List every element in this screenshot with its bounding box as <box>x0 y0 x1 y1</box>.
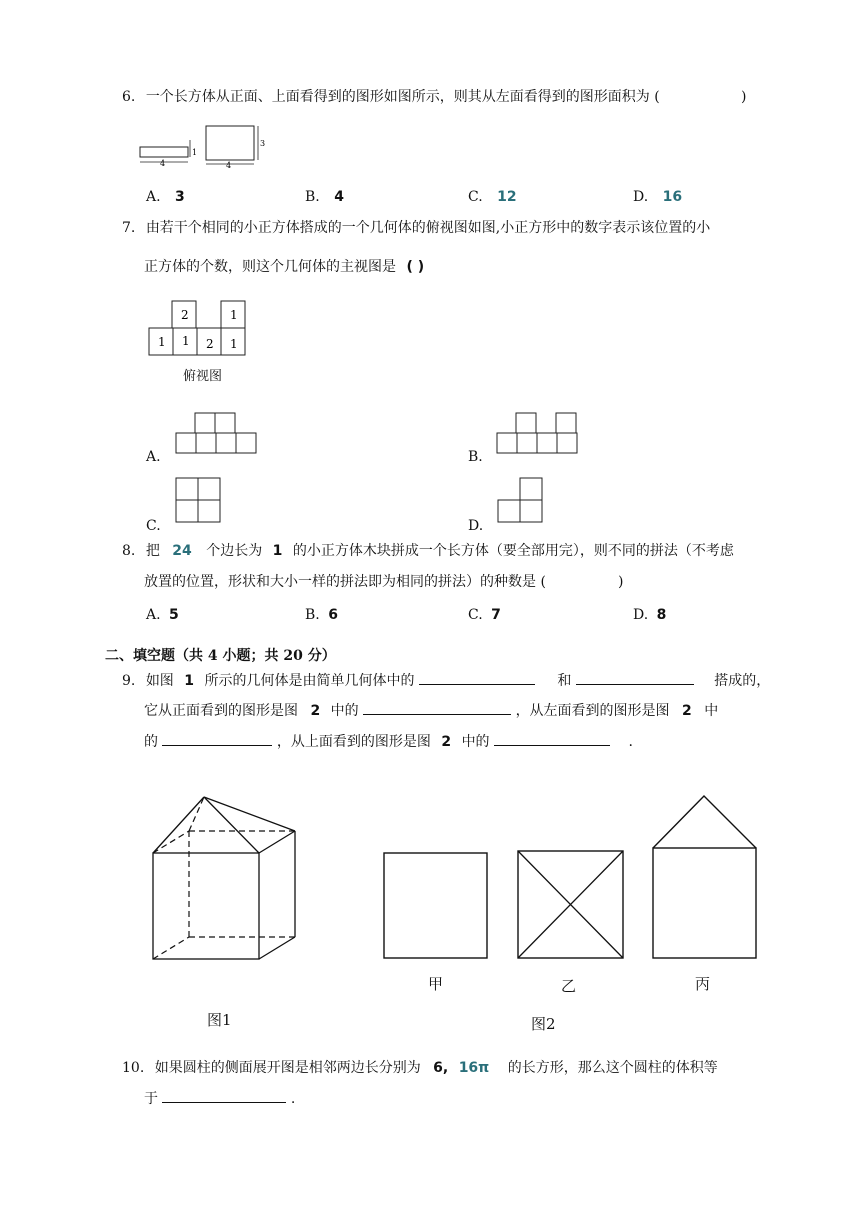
q6-paren-close: ) <box>741 89 747 105</box>
q7-option-d-figure[interactable] <box>497 477 547 523</box>
q9-blank-5[interactable] <box>494 731 610 746</box>
q9-figure-2-caption: 图2 <box>531 1015 556 1033</box>
q9-figure-2-view-yi <box>517 850 625 960</box>
q9-blank-1[interactable] <box>419 670 535 685</box>
q9-figure-2-view-bing <box>651 794 759 960</box>
svg-text:1: 1 <box>230 308 238 322</box>
q6-top-width-label: 4 <box>226 161 232 170</box>
svg-text:2: 2 <box>181 308 189 322</box>
q9-figure-2-view-jia <box>383 852 489 960</box>
q6-stem <box>122 87 660 107</box>
q8-paren-close: ) <box>618 574 624 590</box>
q6-option-c[interactable]: C. 12 <box>468 189 517 205</box>
q6-top-view-figure <box>204 124 274 174</box>
q6-number: 6. <box>122 89 136 105</box>
q7-grid-caption: 俯视图 <box>183 369 223 384</box>
q8-option-c[interactable]: C. 7 <box>468 607 501 623</box>
q6-front-height-label: 1 <box>192 148 198 157</box>
q7-stem-line2: 正方体的个数，则这个几何体的主视图是 ( ) <box>144 259 425 275</box>
q6-text: 一个长方体从正面、上面看得到的图形如图所示，则其从左面看得到的图形面积为 ( <box>145 89 660 105</box>
q9-blank-4[interactable] <box>162 731 272 746</box>
q7-option-b-figure[interactable] <box>496 412 581 454</box>
svg-text:1: 1 <box>182 334 190 348</box>
q9-blank-2[interactable] <box>576 670 694 685</box>
q6-option-b[interactable]: B. 4 <box>305 189 344 205</box>
q7-option-c-letter[interactable]: C. <box>146 518 161 534</box>
q7-option-d-letter[interactable]: D. <box>468 518 484 534</box>
q8-stem-line1: 8. 把 24 个边长为 1 的小正方体木块拼成一个长方体（要全部用完），则不同的拼法（不考虑 <box>122 543 734 559</box>
q10-blank[interactable] <box>162 1088 286 1103</box>
svg-text:1: 1 <box>230 337 238 351</box>
q7-option-b-letter[interactable]: B. <box>468 449 483 465</box>
q9-blank-3[interactable] <box>363 700 511 715</box>
q9-line1: 9. 如图 1 所示的几何体是由简单几何体中的 和 搭成的， <box>122 670 770 691</box>
q8-stem-line2: 放置的位置，形状和大小一样的拼法即为相同的拼法）的种数是 ( <box>144 574 546 590</box>
q9-line3: 的 ，从上面看到的图形是图 2 中的 . <box>144 731 633 752</box>
q9-figure-1-solid <box>150 795 310 965</box>
q9-figure-1-caption: 图1 <box>207 1011 232 1029</box>
q6-option-d[interactable]: D. 16 <box>633 189 683 205</box>
q7-option-a-letter[interactable]: A. <box>146 449 161 465</box>
q6-top-depth-label: 3 <box>260 139 266 148</box>
svg-text:2: 2 <box>206 337 214 351</box>
q9-label-yi: 乙 <box>561 977 577 995</box>
q8-option-d[interactable]: D. 8 <box>633 607 667 623</box>
q7-top-view-grid <box>148 300 278 360</box>
q9-label-bing: 丙 <box>695 975 711 993</box>
q10-line2: 于 . <box>144 1088 295 1109</box>
q6-front-view-figure <box>138 140 198 170</box>
q8-option-a[interactable]: A. 5 <box>146 607 179 623</box>
section-heading: 二、填空题（共 4 小题；共 20 分） <box>105 648 336 664</box>
q6-option-a[interactable]: A. 3 <box>146 189 185 205</box>
q6-front-width-label: 4 <box>160 159 166 168</box>
q8-option-b[interactable]: B. 6 <box>305 607 338 623</box>
q7-stem-line1: 7. 由若干个相同的小正方体搭成的一个几何体的俯视图如图,小正方形中的数字表示该位置的小 <box>122 220 711 236</box>
q9-label-jia: 甲 <box>428 975 444 993</box>
q10-line1: 10. 如果圆柱的侧面展开图是相邻两边长分别为 6, 16π 的长方形，那么这个圆柱的体积等 <box>122 1060 718 1076</box>
q9-line2: 它从正面看到的图形是图 2 中的 ，从左面看到的图形是图 2 中 <box>144 700 718 721</box>
q7-option-a-figure[interactable] <box>175 412 260 454</box>
q7-option-c-figure[interactable] <box>175 477 225 523</box>
svg-text:1: 1 <box>158 335 166 349</box>
